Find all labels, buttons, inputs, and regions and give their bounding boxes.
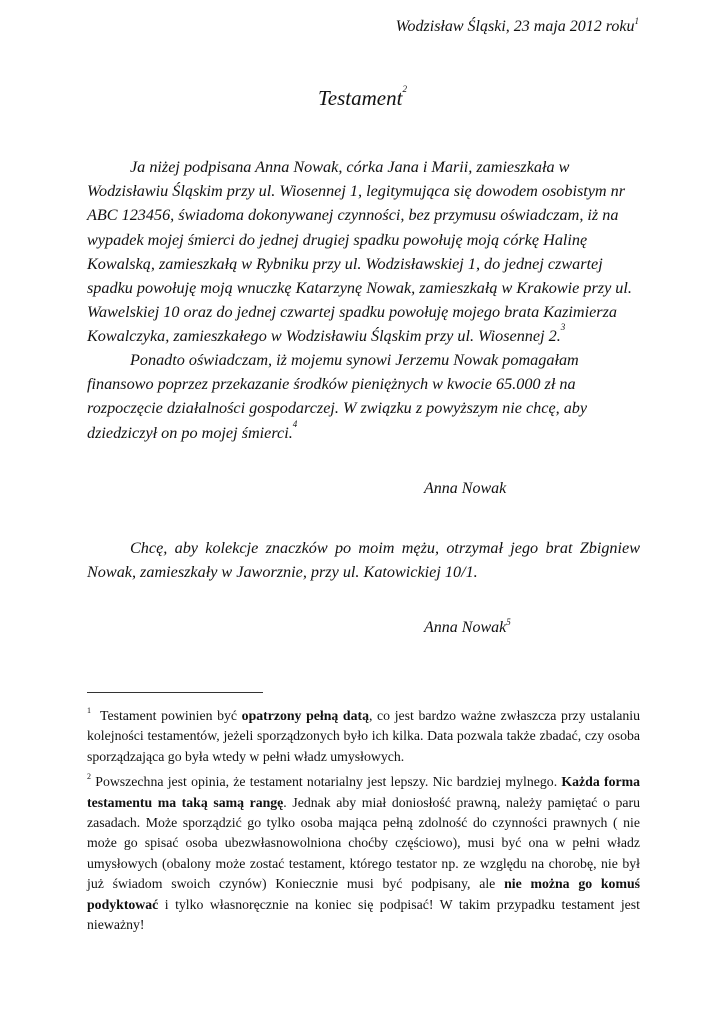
footnote-2-number: 2 [87,772,91,782]
testament-paragraph-3 [87,536,640,584]
footnote-1 [87,706,640,767]
footnote-2-text-b: . Jednak aby miał doniosłość prawną, należy pamiętać o paru zasadach. Może sporządzić go tylko osoba mająca pełną zdolność do czynności prawnych ( nie może go spisać osoba ubezwłasnowolniona choćby częściowo), musi być ona w pełni władz umysłowych (obalony może zostać testament, którego testator np. ze względu na chorobę, nie był już świadom swoich czynów) Koniecznie musi być podpisany, ale [87,794,640,892]
footnote-2 [87,772,640,935]
footnote-2-text-a: Powszechna jest opinia, że testament notarialny jest lepszy. Nic bardziej mylnego. [95,774,562,790]
footnote-ref-5[interactable]: 5 [506,617,511,627]
testament-paragraph-1 [87,155,640,349]
paragraph-2-text: Ponadto oświadczam, iż mojemu synowi Jerzemu Nowak pomagałam finansowo poprzez przekazanie środków pieniężnych w kwocie 65.000 zł na rozpoczęcie działalności gospodarczej. W związku z powyższym nie chcę, aby dziedziczył on po mojej śmierci. [87,351,588,442]
paragraph-3-text: Chcę, aby kolekcje znaczków po moim mężu, otrzymał jego brat Zbigniew Nowak, zamieszkały w Jaworznie, przy ul. Katowickiej 10/1. [87,539,640,582]
title-text: Testament [318,86,403,110]
footnote-1-text-b: , co jest bardzo ważne zwłaszcza przy ustalaniu kolejności testamentów, jeżeli sporządzonych było ich kilka. Data pozwala także zbadać, czy osoba sporządzająca go była wtedy w pełni władz umysłowych. [87,708,641,764]
signature-2 [424,619,511,637]
footnote-ref-1[interactable]: 1 [634,16,639,26]
document-date [396,18,639,36]
footnote-2-bold-b: nie można go komuś podyktować [87,876,640,912]
footnote-ref-3[interactable]: 3 [560,322,566,333]
footnotes [87,706,640,940]
footnote-1-bold: opatrzony pełną datą [241,708,369,723]
signature-2-text: Anna Nowak [424,619,507,636]
footnote-1-number: 1 [87,706,91,715]
paragraph-1-text: Ja niżej podpisana Anna Nowak, córka Jana i Marii, zamieszkała w Wodzisławiu Śląskim przy ul. Wiosennej 1, legitymująca się dowodem osobistym nr ABC 123456, świadoma dokonywanej czynności, bez przymusu oświadczam, iż na wypadek mojej śmierci do jednej drugiej spadku powołuję moją córkę Halinę Kowalską, zamieszkałą w Rybniku przy ul. Wodzisławskiej 1, do jednej czwartej spadku powołuję moją wnuczkę Katarzynę Nowak, zamieszkałą w Krakowie przy ul. Wawelskiej 10 oraz do jednej czwartej spadku powołuję mojego brata Kazimierza Kowalczyka, zamieszkałego w Wodzisławiu Śląskim przy ul. Wiosennej 2. [87,158,632,346]
date-text: Wodzisław Śląski, 23 maja 2012 roku [395,18,635,35]
document-title [0,86,725,111]
testament-paragraph-2 [87,348,640,445]
signature-1: Anna Nowak [424,480,507,497]
footnote-2-bold-a: Każda forma testamentu ma taką samą rangę [87,774,641,810]
footnote-ref-4[interactable]: 4 [292,418,298,429]
footnote-divider [87,692,263,693]
footnote-1-text-a: Testament powinien być [100,708,242,723]
footnote-2-text-c: i tylko własnoręcznie na koniec się podpisać! W takim przypadku testament jest nieważny! [87,896,640,933]
footnote-ref-2[interactable]: 2 [402,84,407,94]
